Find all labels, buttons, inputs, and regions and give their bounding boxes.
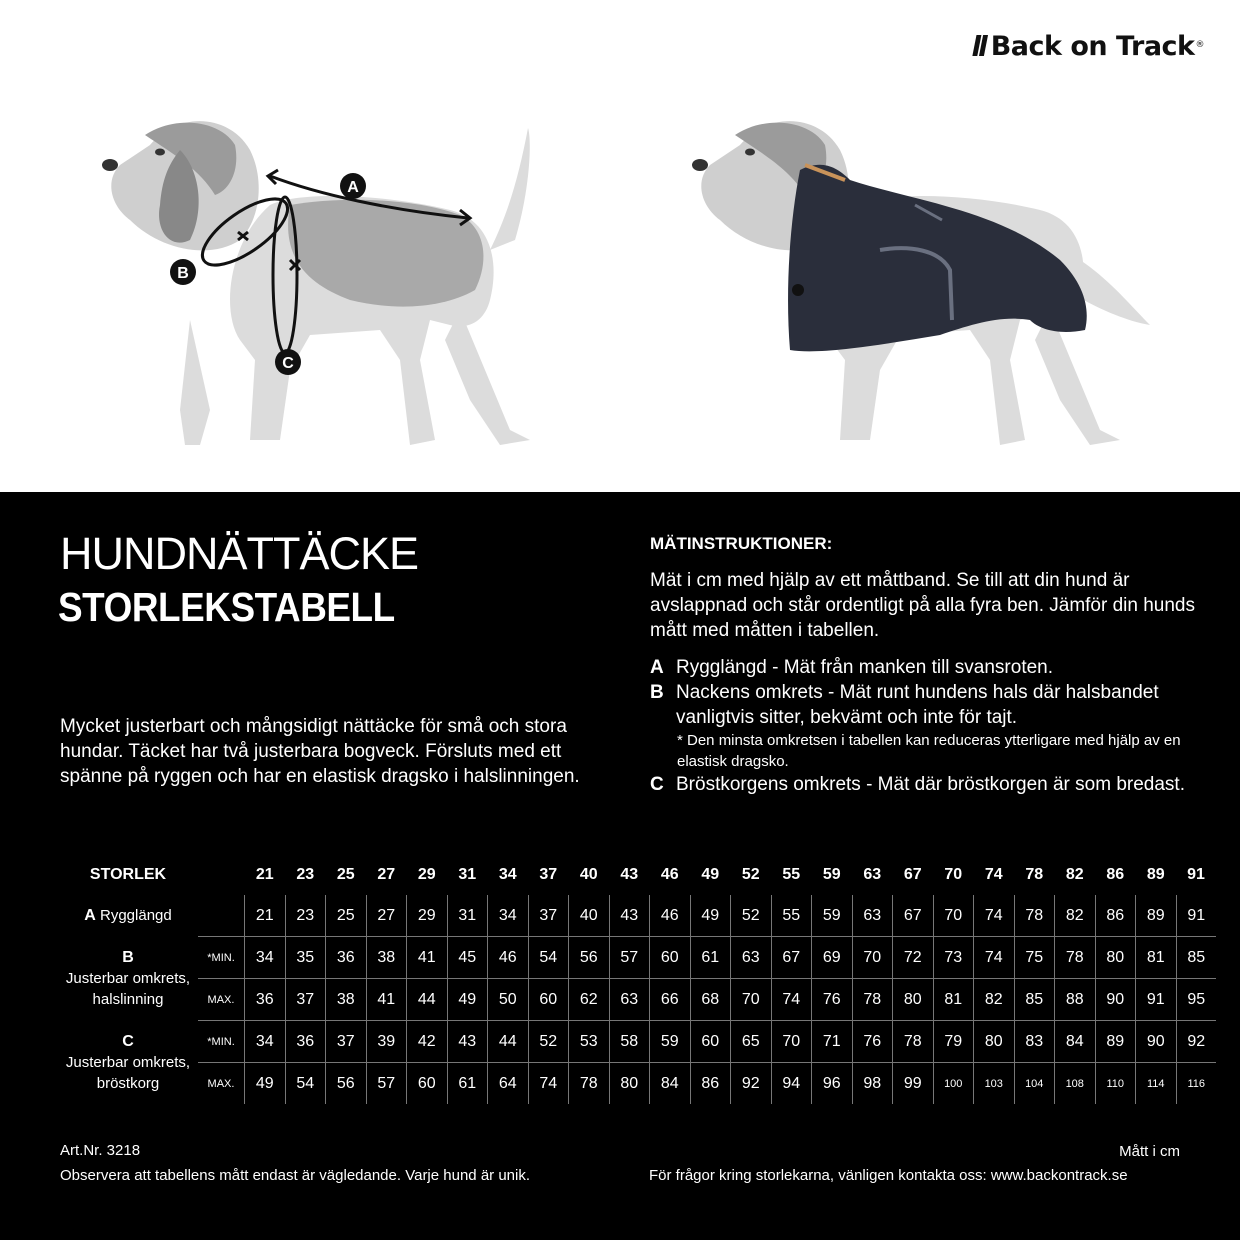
row-b-min — [58, 937, 1216, 979]
disclaimer: Observera att tabellens mått endast är vägledande. Varje hund är unik. — [60, 1167, 531, 1184]
label-a: A — [347, 179, 359, 196]
size-header-cell: 67 — [903, 865, 922, 883]
table-cell: 85 — [1014, 979, 1055, 1021]
row-c-label — [58, 1021, 198, 1105]
table-cell: 27 — [366, 895, 407, 937]
table-cell: 43 — [447, 1021, 488, 1063]
instruction-b-note: * Den minsta omkretsen i tabellen kan reduceras ytterligare med hjälp av en elastisk dragsko. — [677, 732, 1181, 770]
product-description: Mycket justerbart och mångsidigt nättäcke för små och stora hundar. Täcket har två justerbara bogveck. Försluts med ett spänne på ryggen och har en elastisk dragsko i halslinningen. — [60, 716, 580, 787]
table-cell: 86 — [690, 1063, 731, 1105]
contact-info: För frågor kring storlekarna, vänligen kontakta oss: www.backontrack.se — [649, 1167, 1128, 1184]
min-label: *MIN. — [198, 1021, 245, 1063]
max-label: MAX. — [198, 1063, 245, 1105]
instructions-intro: Mät i cm med hjälp av ett måttband. Se till att din hund är avslappnad och står ordentligt på alla fyra ben. Jämför din hunds mått med måtten i tabellen. — [650, 570, 1195, 641]
row-a-label — [58, 895, 198, 937]
table-cell: 36 — [245, 979, 286, 1021]
row-c-text: Justerbar omkrets, bröstkorg — [65, 1053, 191, 1092]
table-cell: 63 — [609, 979, 650, 1021]
size-header-cell: 43 — [620, 865, 639, 883]
table-cell: 50 — [488, 979, 529, 1021]
instructions-list — [650, 655, 1210, 797]
table-cell: 116 — [1176, 1063, 1216, 1105]
table-cell: 53 — [569, 1021, 610, 1063]
label-b: B — [177, 265, 189, 282]
table-cell: 21 — [245, 895, 286, 937]
table-cell: 81 — [1136, 937, 1177, 979]
table-cell: 89 — [1095, 1021, 1136, 1063]
image-area — [0, 0, 1240, 492]
label-c: C — [282, 355, 294, 372]
table-cell: 82 — [974, 979, 1015, 1021]
table-cell: 44 — [407, 979, 448, 1021]
table-cell: 114 — [1136, 1063, 1177, 1105]
table-cell: 83 — [1014, 1021, 1055, 1063]
table-cell: 41 — [366, 979, 407, 1021]
table-cell: 40 — [569, 895, 610, 937]
table-cell: 55 — [771, 895, 812, 937]
instruction-a — [650, 655, 1210, 680]
table-cell: 63 — [852, 895, 893, 937]
table-cell: 78 — [1055, 937, 1096, 979]
size-header-cell: 55 — [782, 865, 801, 883]
table-cell: 80 — [1095, 937, 1136, 979]
table-cell: 90 — [1136, 1021, 1177, 1063]
table-cell: 46 — [650, 895, 691, 937]
table-cell: 76 — [852, 1021, 893, 1063]
table-cell: 56 — [326, 1063, 367, 1105]
size-header-cell: 27 — [377, 865, 396, 883]
table-cell: 75 — [1014, 937, 1055, 979]
table-cell: 60 — [650, 937, 691, 979]
table-cell: 34 — [245, 1021, 286, 1063]
table-cell: 59 — [650, 1021, 691, 1063]
table-cell: 90 — [1095, 979, 1136, 1021]
info-panel — [0, 492, 1240, 1240]
table-cell: 57 — [366, 1063, 407, 1105]
table-cell: 25 — [326, 895, 367, 937]
table-cell: 36 — [326, 937, 367, 979]
table-cell: 80 — [974, 1021, 1015, 1063]
table-cell: 74 — [771, 979, 812, 1021]
row-b-max — [58, 979, 1216, 1021]
table-cell: 42 — [407, 1021, 448, 1063]
table-cell: 86 — [1095, 895, 1136, 937]
instruction-b-text: Nackens omkrets - Mät runt hundens hals där halsbandet vanligtvis sitter, bekvämt och inte för tajt. — [676, 682, 1159, 728]
units-note: Mått i cm — [1119, 1143, 1180, 1160]
table-cell: 108 — [1055, 1063, 1096, 1105]
table-cell: 67 — [893, 895, 934, 937]
table-cell: 73 — [933, 937, 974, 979]
instruction-a-key: A — [650, 657, 664, 678]
size-header-cell: 29 — [417, 865, 436, 883]
instruction-c-key: C — [650, 774, 664, 795]
table-cell: 80 — [609, 1063, 650, 1105]
size-header-cell: 37 — [539, 865, 558, 883]
table-cell: 79 — [933, 1021, 974, 1063]
size-header-cell: 21 — [255, 865, 274, 883]
measurement-dog-illustration — [90, 110, 590, 460]
table-cell: 37 — [528, 895, 569, 937]
size-header-cell: 49 — [701, 865, 720, 883]
table-cell: 100 — [933, 1063, 974, 1105]
table-cell: 94 — [771, 1063, 812, 1105]
table-cell: 38 — [326, 979, 367, 1021]
table-cell: 70 — [731, 979, 772, 1021]
size-header-cell: 74 — [984, 865, 1003, 883]
table-cell: 67 — [771, 937, 812, 979]
table-cell: 80 — [893, 979, 934, 1021]
row-b-text: Justerbar omkrets, halslinning — [65, 970, 191, 1008]
page-title: STORLEKSTABELL — [58, 584, 395, 630]
size-header-cell: 52 — [741, 865, 760, 883]
size-header-cell: 78 — [1025, 865, 1044, 883]
table-cell: 110 — [1095, 1063, 1136, 1105]
size-table — [58, 854, 1216, 1104]
table-cell: 43 — [609, 895, 650, 937]
table-cell: 63 — [731, 937, 772, 979]
table-cell: 78 — [893, 1021, 934, 1063]
table-cell: 78 — [852, 979, 893, 1021]
table-cell: 38 — [366, 937, 407, 979]
size-header-row — [58, 854, 1216, 895]
logo-text: Back on Track — [990, 31, 1195, 62]
table-cell: 34 — [488, 895, 529, 937]
instruction-b-key: B — [650, 682, 664, 703]
size-header-cell: 59 — [822, 865, 841, 883]
table-cell: 61 — [447, 1063, 488, 1105]
table-cell: 29 — [407, 895, 448, 937]
table-cell: 60 — [690, 1021, 731, 1063]
table-cell: 78 — [1014, 895, 1055, 937]
table-cell: 36 — [285, 1021, 326, 1063]
table-cell: 99 — [893, 1063, 934, 1105]
row-a-key: A — [84, 907, 96, 925]
size-header-cell: 91 — [1187, 865, 1205, 883]
row-a — [58, 895, 1216, 937]
size-header-cell: 89 — [1146, 865, 1165, 883]
table-cell: 74 — [974, 895, 1015, 937]
table-cell: 61 — [690, 937, 731, 979]
min-label: *MIN. — [198, 937, 245, 979]
size-header-cell: 25 — [336, 865, 355, 883]
table-cell: 95 — [1176, 979, 1216, 1021]
brand-logo — [972, 30, 1204, 63]
dog-with-rug-illustration — [680, 110, 1160, 460]
size-header-cell: 31 — [458, 865, 477, 883]
instruction-c-text: Bröstkorgens omkrets - Mät där bröstkorgen är som bredast. — [676, 774, 1185, 795]
table-cell: 44 — [488, 1021, 529, 1063]
table-cell: 98 — [852, 1063, 893, 1105]
size-header-cell: 70 — [944, 865, 963, 883]
table-cell: 46 — [488, 937, 529, 979]
table-cell: 37 — [285, 979, 326, 1021]
table-cell: 78 — [569, 1063, 610, 1105]
size-header-cell: 23 — [296, 865, 315, 883]
table-cell: 62 — [569, 979, 610, 1021]
table-cell: 69 — [812, 937, 853, 979]
row-c-min — [58, 1021, 1216, 1063]
table-cell: 64 — [488, 1063, 529, 1105]
table-cell: 57 — [609, 937, 650, 979]
row-b-key: B — [122, 949, 134, 966]
table-cell: 54 — [528, 937, 569, 979]
size-header-cell: 63 — [863, 865, 882, 883]
table-cell: 88 — [1055, 979, 1096, 1021]
size-header-cell: 34 — [498, 865, 517, 883]
table-cell: 104 — [1014, 1063, 1055, 1105]
size-header-cell: 86 — [1106, 865, 1125, 883]
table-cell: 91 — [1176, 895, 1216, 937]
table-cell: 74 — [974, 937, 1015, 979]
table-cell: 49 — [245, 1063, 286, 1105]
table-cell: 49 — [690, 895, 731, 937]
table-cell: 82 — [1055, 895, 1096, 937]
table-cell: 74 — [528, 1063, 569, 1105]
table-cell: 70 — [771, 1021, 812, 1063]
table-cell: 71 — [812, 1021, 853, 1063]
table-cell: 54 — [285, 1063, 326, 1105]
table-cell: 52 — [731, 895, 772, 937]
size-label: STORLEK — [89, 866, 167, 883]
size-header-cell: 82 — [1065, 865, 1084, 883]
product-title: HUNDNÄTTÄCKE — [60, 528, 419, 579]
table-cell: 85 — [1176, 937, 1216, 979]
registered-mark: ® — [1195, 39, 1204, 50]
table-cell: 35 — [285, 937, 326, 979]
row-b-label — [58, 937, 198, 1021]
table-cell: 60 — [528, 979, 569, 1021]
table-cell: 31 — [447, 895, 488, 937]
size-header-cell: 46 — [660, 865, 679, 883]
table-cell: 41 — [407, 937, 448, 979]
table-cell: 70 — [852, 937, 893, 979]
table-cell: 56 — [569, 937, 610, 979]
table-cell: 96 — [812, 1063, 853, 1105]
instruction-a-text: Rygglängd - Mät från manken till svansroten. — [676, 657, 1054, 678]
article-number: Art.Nr. 3218 — [60, 1142, 141, 1159]
table-cell: 76 — [812, 979, 853, 1021]
row-a-text: Rygglängd — [100, 907, 172, 925]
table-cell: 91 — [1136, 979, 1177, 1021]
logo-mark-icon: ll — [971, 30, 985, 63]
table-cell: 92 — [1176, 1021, 1216, 1063]
table-cell: 84 — [1055, 1021, 1096, 1063]
table-cell: 66 — [650, 979, 691, 1021]
table-cell: 65 — [731, 1021, 772, 1063]
table-cell: 92 — [731, 1063, 772, 1105]
table-cell: 72 — [893, 937, 934, 979]
size-header-cell: 40 — [579, 865, 598, 883]
table-cell: 103 — [974, 1063, 1015, 1105]
table-cell: 60 — [407, 1063, 448, 1105]
table-cell: 68 — [690, 979, 731, 1021]
instruction-c — [650, 772, 1210, 797]
table-cell: 81 — [933, 979, 974, 1021]
table-cell: 39 — [366, 1021, 407, 1063]
instruction-b — [650, 680, 1210, 730]
table-cell: 52 — [528, 1021, 569, 1063]
row-c-max — [58, 1063, 1216, 1105]
table-cell: 37 — [326, 1021, 367, 1063]
table-cell: 49 — [447, 979, 488, 1021]
table-cell: 59 — [812, 895, 853, 937]
table-cell: 89 — [1136, 895, 1177, 937]
table-cell: 34 — [245, 937, 286, 979]
table-cell: 45 — [447, 937, 488, 979]
max-label: MAX. — [198, 979, 245, 1021]
row-c-key: C — [122, 1032, 134, 1050]
instructions-heading: MÄTINSTRUKTIONER: — [650, 534, 833, 553]
table-cell: 23 — [285, 895, 326, 937]
table-cell: 58 — [609, 1021, 650, 1063]
table-cell: 70 — [933, 895, 974, 937]
table-cell: 84 — [650, 1063, 691, 1105]
